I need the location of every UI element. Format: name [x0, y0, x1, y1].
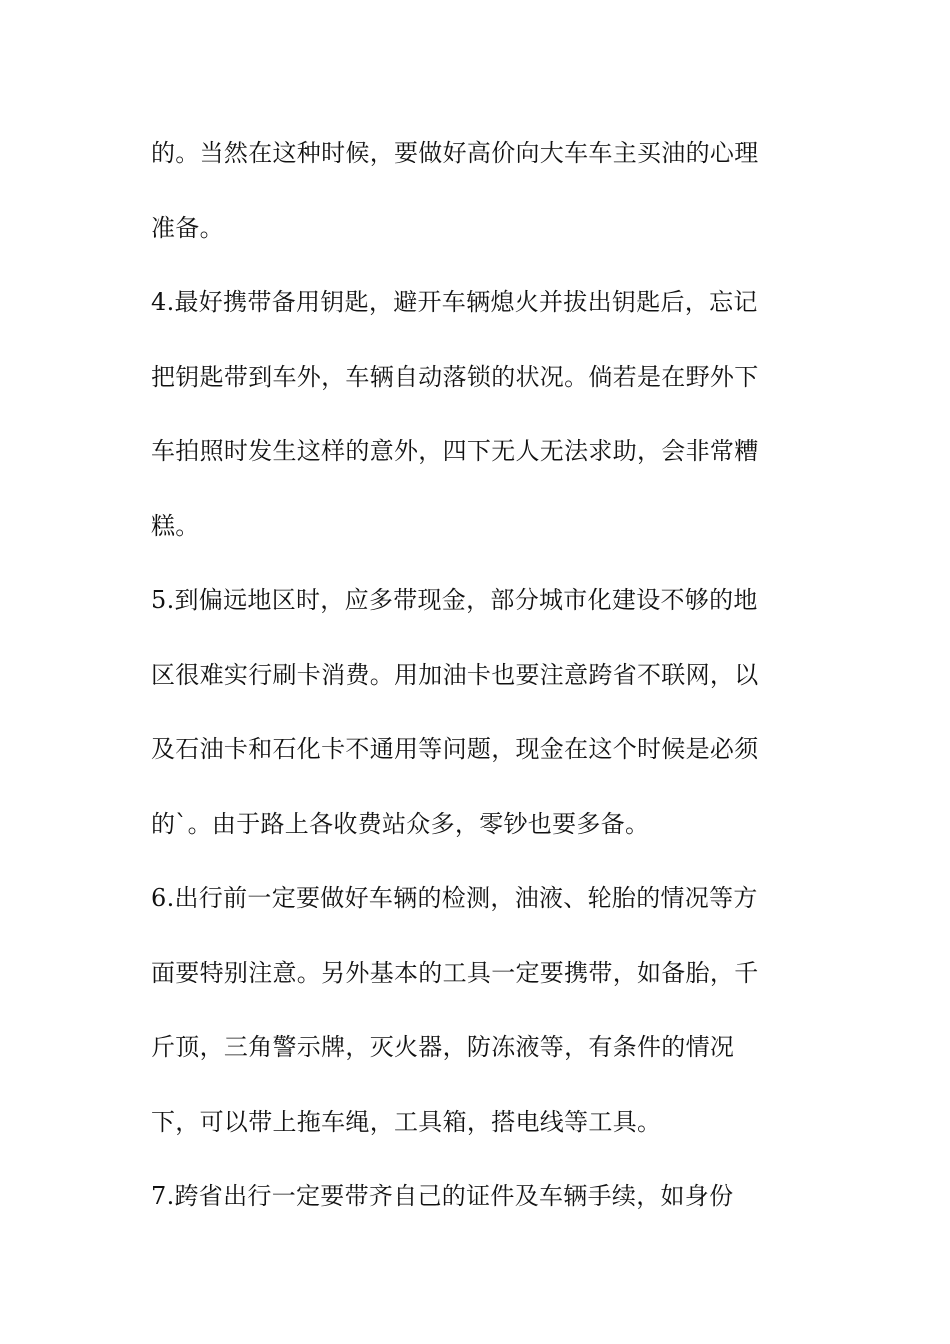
text-line: 面要特别注意。另外基本的工具一定要携带，如备胎，千	[151, 958, 759, 987]
text-line: 6.出行前一定要做好车辆的检测，油液、轮胎的情况等方	[151, 884, 758, 912]
text-line: 区很难实行刷卡消费。用加油卡也要注意跨省不联网，以	[151, 660, 759, 689]
text-line: 糕。	[151, 511, 200, 540]
text-line: 7.跨省出行一定要带齐自己的证件及车辆手续，如身份	[151, 1182, 734, 1210]
text-line: 准备。	[151, 213, 224, 242]
text-line: 斤顶，三角警示牌，灭火器，防冻液等，有条件的情况	[151, 1033, 735, 1061]
text-line: 5.到偏远地区时，应多带现金，部分城市化建设不够的地	[151, 586, 758, 614]
text-line: 4.最好携带备用钥匙，避开车辆熄火并拔出钥匙后，忘记	[151, 288, 758, 316]
text-line: 的。当然在这种时候，要做好高价向大车车主买油的心理	[151, 139, 759, 167]
text-line: 及石油卡和石化卡不通用等问题，现金在这个时候是必须	[151, 735, 759, 763]
text-line: 车拍照时发生这样的意外，四下无人无法求助，会非常糟	[151, 437, 759, 465]
text-line: 的`。由于路上各收费站众多，零钞也要多备。	[151, 809, 650, 838]
document-body	[151, 128, 796, 1246]
text-line: 把钥匙带到车外，车辆自动落锁的状况。倘若是在野外下	[151, 362, 759, 391]
text-line: 下，可以带上拖车绳，工具箱，搭电线等工具。	[151, 1107, 662, 1136]
